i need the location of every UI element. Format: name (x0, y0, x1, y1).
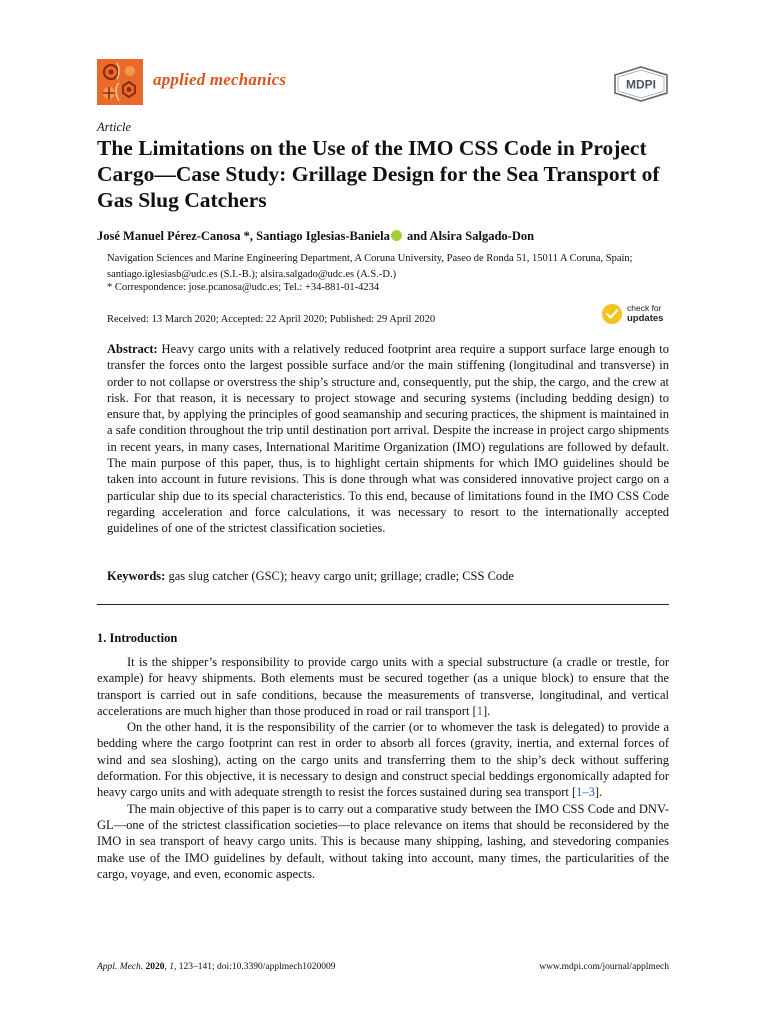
citation-footer: Appl. Mech. 2020, 1, 123–141; doi:10.3390/applmech1020009 (97, 962, 336, 972)
orcid-icon[interactable] (391, 230, 402, 241)
article-type: Article (97, 120, 132, 134)
publisher-name: MDPI (626, 77, 656, 92)
section-divider (97, 604, 669, 605)
publisher-logo (612, 66, 670, 102)
paragraph: It is the shipper’s responsibility to provide cargo units with a special substructure (a cradle or trestle, for example) for heavy shipments. Both elements must be secured together (as a unique block) to ensure that the transport is carried out in safe conditions, because the measurements of transverse, longitudinal, and vertical accelerations are much higher than those produced in road or rail transport [1]. (97, 655, 669, 718)
abstract-label: Abstract: (107, 342, 158, 356)
affiliation: Navigation Sciences and Marine Engineering Department, A Coruna University, Paseo de Ronda 51, 15011 A Coruna, Spain; santiago.iglesiasb@udc.es (S.I.-B.); alsira.salgado@udc.es (A.S.-D.) (107, 253, 633, 280)
check-updates-line1: check for (627, 303, 662, 313)
authors-last: and Alsira Salgado-Don (403, 229, 535, 243)
keywords (107, 569, 669, 584)
section-heading-introduction: 1. Introduction (97, 631, 178, 645)
author-list (97, 229, 677, 244)
check-updates-text (627, 303, 663, 324)
keywords-label: Keywords: (107, 569, 166, 583)
paragraph: The main objective of this paper is to carry out a comparative study between the IMO CSS Code and DNV-GL—one of the strictest classification societies—to place relevance on items that should be reconsidered by the IMO in sea transport of heavy cargo units. This is because many shipping, lashing, and stevedoring companies make use of the IMO guidelines by default, without taking into account, many times, the particularities of the cargo, voyage, and even, economic aspects. (97, 801, 669, 881)
check-for-updates-badge[interactable] (601, 302, 671, 328)
introduction-body (97, 654, 669, 882)
abstract-text: Heavy cargo units with a relatively reduced footprint area require a support surface large enough to transfer the forces onto the largest possible surface and/or the main stiffening (longitudinal and transverse) in order to not collapse or overstress the ship’s structure and, consequently, put the ship, the cargo, and the crew at risk. For that reason, it is necessary to project stowage and securing systems (including bedding design) to ensure that, by applying the principles of good seamanship and securing practices, the shipment is maintained in a safe condition throughout the trip until destination port arrival. Despite the increase in project cargo shipments in recent years, in many cases, International Maritime Organization (IMO) regulations are followed by default. The main purpose of this paper, thus, is to highlight certain shipments for which IMO guidelines should be taken into account in future revisions. This is done through what was considered innovative project cargo on a particular ship due to its special characteristics. To this end, because of limitations found in the IMO CSS Code regarding acceleration and force calculations, it was necessary to resort to the internationally accepted guidelines of one of the strictest classification societies. (107, 342, 669, 536)
pages-doi: , 123–141; doi:10.3390/applmech1020009 (174, 962, 336, 972)
publication-dates: Received: 13 March 2020; Accepted: 22 April 2020; Published: 29 April 2020 (107, 314, 436, 325)
journal-name: applied mechanics (153, 70, 287, 89)
check-updates-icon (601, 303, 623, 325)
year: 2020 (145, 962, 165, 972)
volume: 1 (169, 962, 175, 972)
keywords-text: gas slug catcher (GSC); heavy cargo unit; grillage; cradle; CSS Code (165, 569, 514, 583)
article-title: The Limitations on the Use of the IMO CSS Code in Project Cargo—Case Study: Grillage Design for the Sea Transport of Gas Slug Catchers (97, 136, 660, 212)
journal-url[interactable]: www.mdpi.com/journal/applmech (539, 962, 669, 972)
correspondence: * Correspondence: jose.pcanosa@udc.es; Tel.: +34-881-01-4234 (107, 282, 380, 293)
reference-link[interactable]: 1 (476, 703, 483, 718)
abstract (107, 341, 669, 537)
check-updates-line2: updates (627, 313, 664, 324)
reference-link[interactable]: 1–3 (576, 785, 595, 800)
journal-abbrev: Appl. Mech. (97, 962, 144, 972)
journal-logo (97, 59, 143, 105)
paragraph: On the other hand, it is the responsibility of the carrier (or to whomever the task is delegated) to provide a bedding where the cargo footprint can rest in order to absorb all forces (gravity, inertia, and external forces of wind and sea sloshing), acting on the cargo units and transferring them to the ship’s deck without suffering deformation. For this objective, it is necessary to design and construct special beddings ergonomically adapted for heavy cargo units and with adequate strength to resist the forces sustained during sea transport [1–3]. (97, 720, 669, 800)
authors-first: José Manuel Pérez-Canosa *, Santiago Iglesias-Baniela (97, 229, 390, 243)
